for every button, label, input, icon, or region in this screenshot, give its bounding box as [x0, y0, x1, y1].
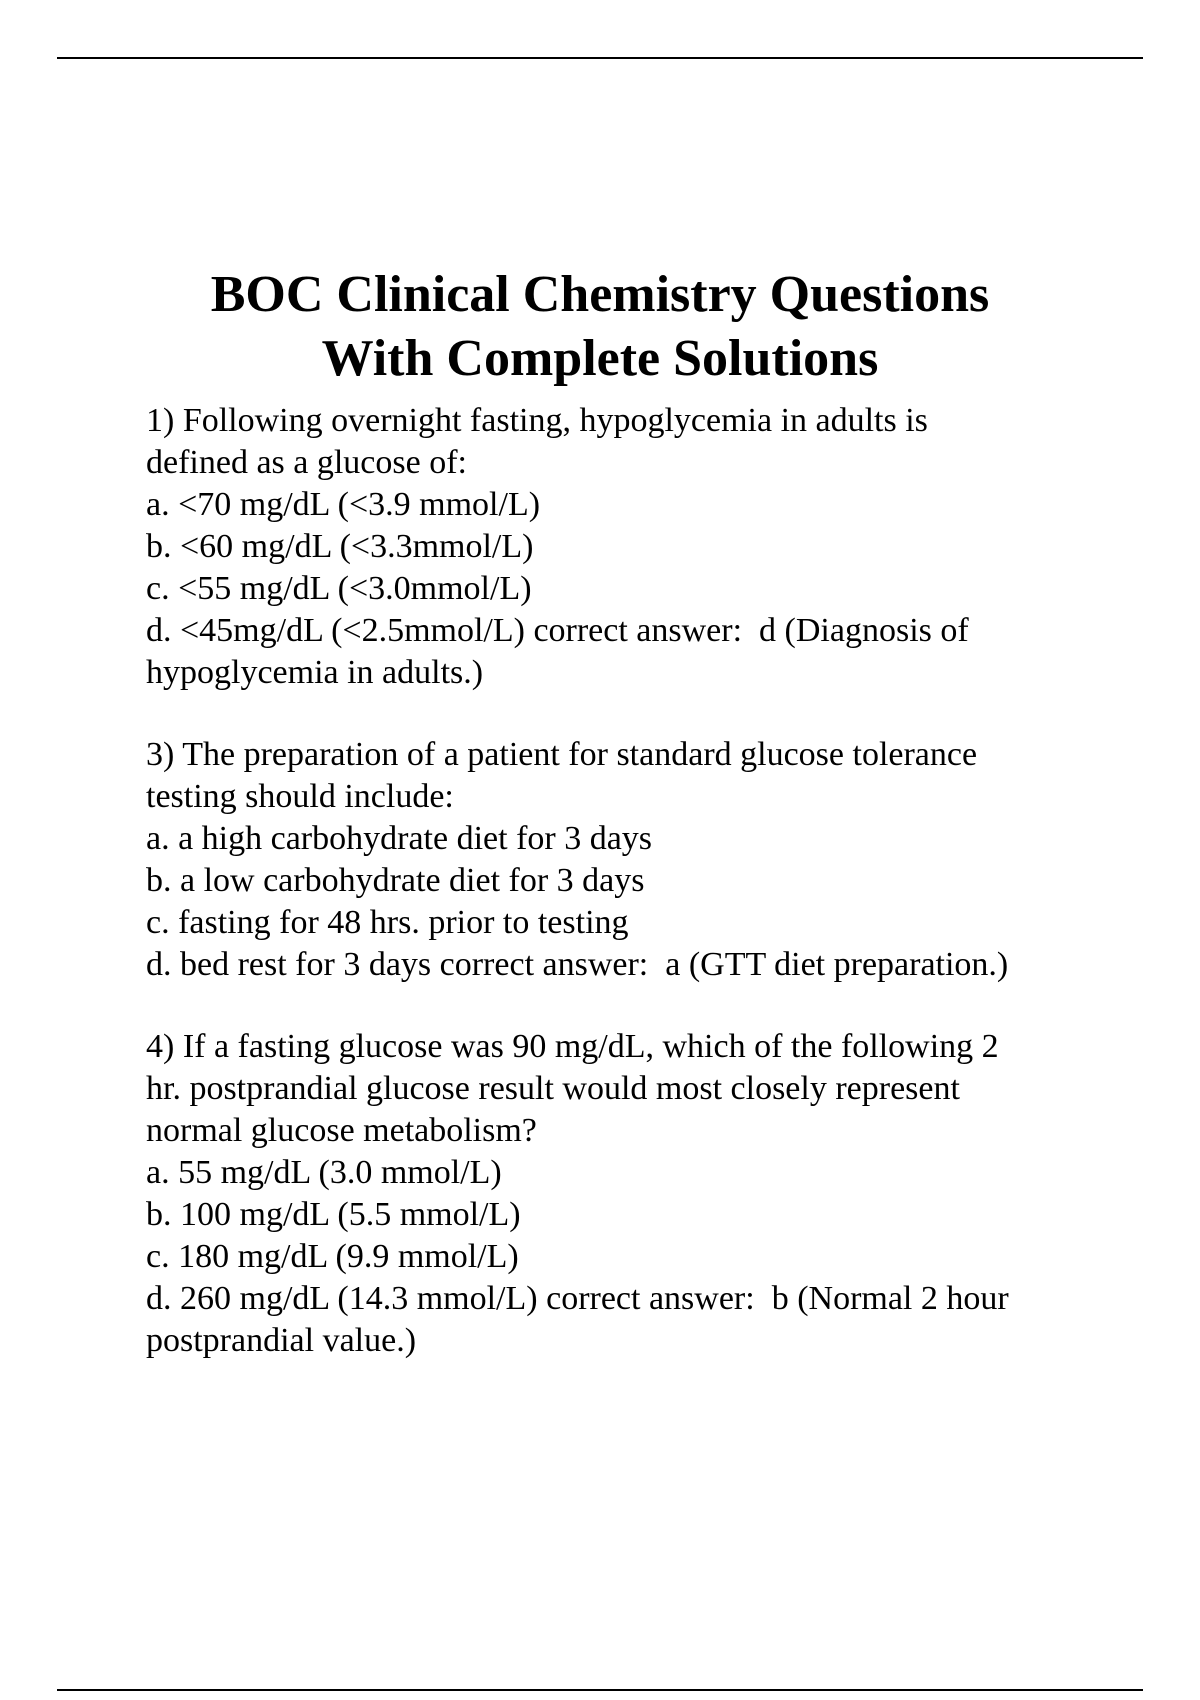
question-text: normal glucose metabolism? — [146, 1112, 537, 1149]
option-c: c. <55 mg/dL (<3.0mmol/L) — [146, 570, 532, 607]
question-text: 1) Following overnight fasting, hypoglycemia in adults is — [146, 402, 928, 439]
option-d-answer: d. <45mg/dL (<2.5mmol/L) correct answer: d (Diagnosis of — [146, 612, 969, 649]
option-c: c. fasting for 48 hrs. prior to testing — [146, 904, 629, 941]
question-1 — [146, 400, 1106, 694]
option-b: b. a low carbohydrate diet for 3 days — [146, 862, 645, 899]
title-line: BOC Clinical Chemistry Questions — [210, 265, 990, 323]
question-text: 4) If a fasting glucose was 90 mg/dL, which of the following 2 — [146, 1028, 999, 1065]
answer-explanation: postprandial value.) — [146, 1322, 417, 1359]
question-4 — [146, 1026, 1106, 1362]
bottom-rule — [57, 1689, 1143, 1691]
option-b: b. <60 mg/dL (<3.3mmol/L) — [146, 528, 534, 565]
question-list — [146, 400, 1106, 1402]
question-text: hr. postprandial glucose result would most closely represent — [146, 1070, 960, 1107]
question-3 — [146, 734, 1106, 986]
title-line: With Complete Solutions — [321, 329, 879, 387]
top-rule — [57, 57, 1143, 59]
question-text: defined as a glucose of: — [146, 444, 467, 481]
option-c: c. 180 mg/dL (9.9 mmol/L) — [146, 1238, 519, 1275]
question-text: 3) The preparation of a patient for standard glucose tolerance — [146, 736, 978, 773]
option-b: b. 100 mg/dL (5.5 mmol/L) — [146, 1196, 521, 1233]
option-a: a. a high carbohydrate diet for 3 days — [146, 820, 653, 857]
answer-explanation: hypoglycemia in adults.) — [146, 654, 484, 691]
question-text: testing should include: — [146, 778, 454, 815]
page-title — [0, 263, 1200, 391]
option-d-answer: d. 260 mg/dL (14.3 mmol/L) correct answer: b (Normal 2 hour — [146, 1280, 1009, 1317]
option-d-answer: d. bed rest for 3 days correct answer: a (GTT diet preparation.) — [146, 946, 1009, 983]
option-a: a. 55 mg/dL (3.0 mmol/L) — [146, 1154, 502, 1191]
option-a: a. <70 mg/dL (<3.9 mmol/L) — [146, 486, 541, 523]
